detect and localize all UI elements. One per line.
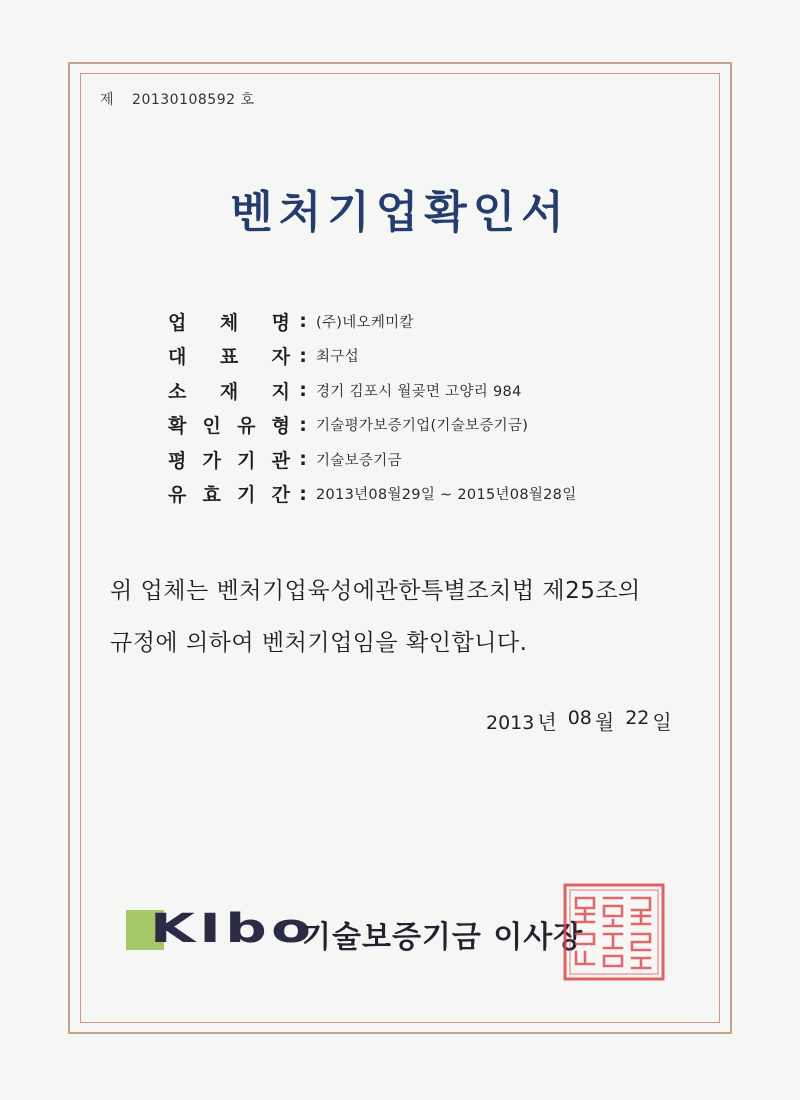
field-value: (주)네오케미칼 — [316, 314, 414, 331]
label-char: 지 — [271, 380, 290, 403]
certificate-number-value: 20130108592 호 — [132, 92, 255, 108]
field-value: 2013년08월29일 ~ 2015년08월28일 — [316, 487, 577, 504]
issue-year: 2013 — [486, 712, 535, 734]
fields-block — [168, 304, 728, 511]
certificate-number-prefix: 제 — [100, 92, 115, 108]
label-char: 형 — [271, 415, 290, 438]
field-colon: : — [299, 482, 307, 505]
field-label — [168, 342, 290, 369]
year-unit: 년 — [537, 710, 557, 734]
field-evaluation-agency — [168, 442, 728, 477]
label-char: 표 — [219, 346, 239, 369]
issue-date — [486, 706, 675, 735]
label-char: 효 — [202, 484, 221, 507]
day-unit: 일 — [652, 710, 672, 734]
kibo-logo: KIbo — [150, 906, 316, 952]
confirmation-statement — [110, 565, 710, 669]
label-char: 간 — [271, 484, 290, 507]
label-char: 재 — [219, 380, 239, 403]
label-char: 자 — [271, 346, 290, 369]
label-char: 유 — [168, 484, 187, 507]
field-colon: : — [299, 344, 307, 367]
month-unit: 월 — [594, 710, 615, 734]
field-address — [168, 373, 728, 408]
field-representative — [168, 339, 728, 374]
field-colon: : — [299, 379, 307, 402]
field-label — [168, 480, 290, 507]
label-char: 업 — [168, 311, 187, 334]
statement-line-2: 규정에 의하여 벤처기업임을 확인합니다. — [110, 630, 528, 656]
field-colon: : — [299, 448, 307, 471]
label-char: 가 — [202, 449, 221, 472]
label-char: 소 — [168, 380, 187, 403]
label-char: 확 — [168, 415, 187, 438]
field-colon: : — [299, 413, 307, 436]
label-char: 체 — [219, 311, 239, 334]
field-confirmation-type — [168, 408, 728, 443]
issuer-name: 기술보증기금 이사장 — [302, 920, 584, 955]
field-label — [168, 377, 290, 404]
field-label — [168, 446, 290, 473]
label-char: 관 — [271, 449, 290, 472]
field-label — [168, 411, 290, 438]
label-char: 유 — [237, 415, 256, 438]
field-validity-period — [168, 477, 728, 512]
issue-day: 22 — [625, 707, 650, 729]
certificate-number — [100, 89, 255, 109]
field-value: 경기 김포시 월곶면 고양리 984 — [316, 383, 522, 400]
label-char: 대 — [168, 346, 187, 369]
field-value: 기술보증기금 — [316, 452, 402, 469]
label-char: 평 — [168, 449, 187, 472]
label-char: 기 — [237, 449, 256, 472]
document-title: 벤처기업확인서 — [230, 187, 570, 238]
label-char: 인 — [202, 415, 221, 438]
field-value: 최구섭 — [316, 349, 359, 366]
official-seal-icon — [562, 882, 666, 982]
field-colon: : — [299, 310, 307, 333]
field-label — [168, 308, 290, 335]
field-value: 기술평가보증기업(기술보증기금) — [316, 418, 529, 435]
label-char: 기 — [237, 484, 256, 507]
field-company-name — [168, 304, 728, 339]
label-char: 명 — [271, 311, 290, 334]
statement-line-1: 위 업체는 벤처기업육성에관한특별조치법 제25조의 — [110, 578, 641, 604]
issue-month: 08 — [567, 707, 592, 729]
